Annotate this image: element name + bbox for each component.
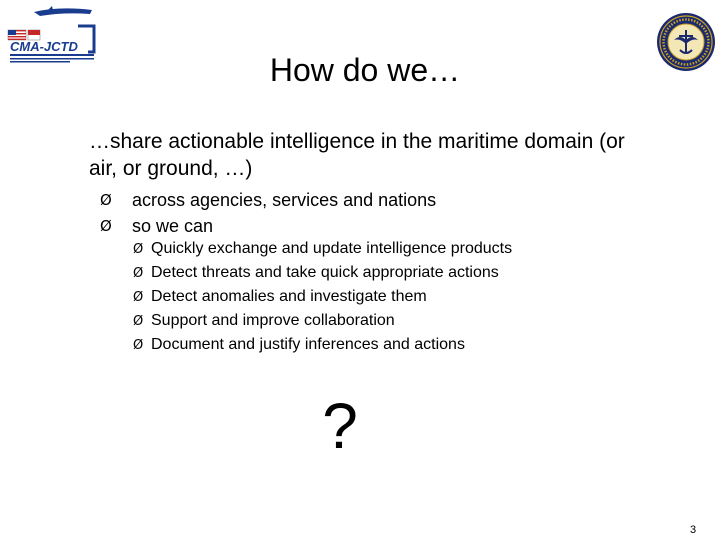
list-item	[100, 187, 660, 213]
list-item-text: Detect threats and take quick appropriate actions	[151, 264, 499, 281]
arrow-bullet-icon: Ø	[100, 191, 112, 209]
arrow-bullet-icon: Ø	[133, 265, 144, 281]
arrow-bullet-icon: Ø	[133, 313, 144, 329]
arrow-bullet-icon: Ø	[100, 217, 112, 235]
list-item-text: across agencies, services and nations	[132, 189, 437, 210]
lead-paragraph: …share actionable intelligence in the maritime domain (or air, or ground, …)	[89, 130, 625, 180]
list-item	[133, 333, 693, 357]
slide-title: How do we…	[269, 52, 461, 88]
list-item	[133, 237, 693, 261]
arrow-bullet-icon: Ø	[133, 289, 144, 305]
level1-list	[100, 187, 660, 239]
list-item	[100, 213, 660, 239]
list-item-text: so we can	[132, 215, 214, 236]
question-mark: ?	[322, 390, 358, 462]
page-number: 3	[690, 524, 697, 536]
list-item-text: Quickly exchange and update intelligence products	[151, 240, 513, 257]
arrow-bullet-icon: Ø	[133, 241, 144, 257]
list-item-text: Support and improve collaboration	[151, 312, 395, 329]
list-item	[133, 285, 693, 309]
list-item	[133, 261, 693, 285]
list-item-text: Document and justify inferences and actions	[151, 336, 465, 353]
list-item-text: Detect anomalies and investigate them	[151, 288, 427, 305]
list-item	[133, 309, 693, 333]
level2-list	[133, 237, 693, 357]
arrow-bullet-icon: Ø	[133, 337, 144, 353]
logo-wordmark: CMA-JCTD	[10, 39, 78, 54]
